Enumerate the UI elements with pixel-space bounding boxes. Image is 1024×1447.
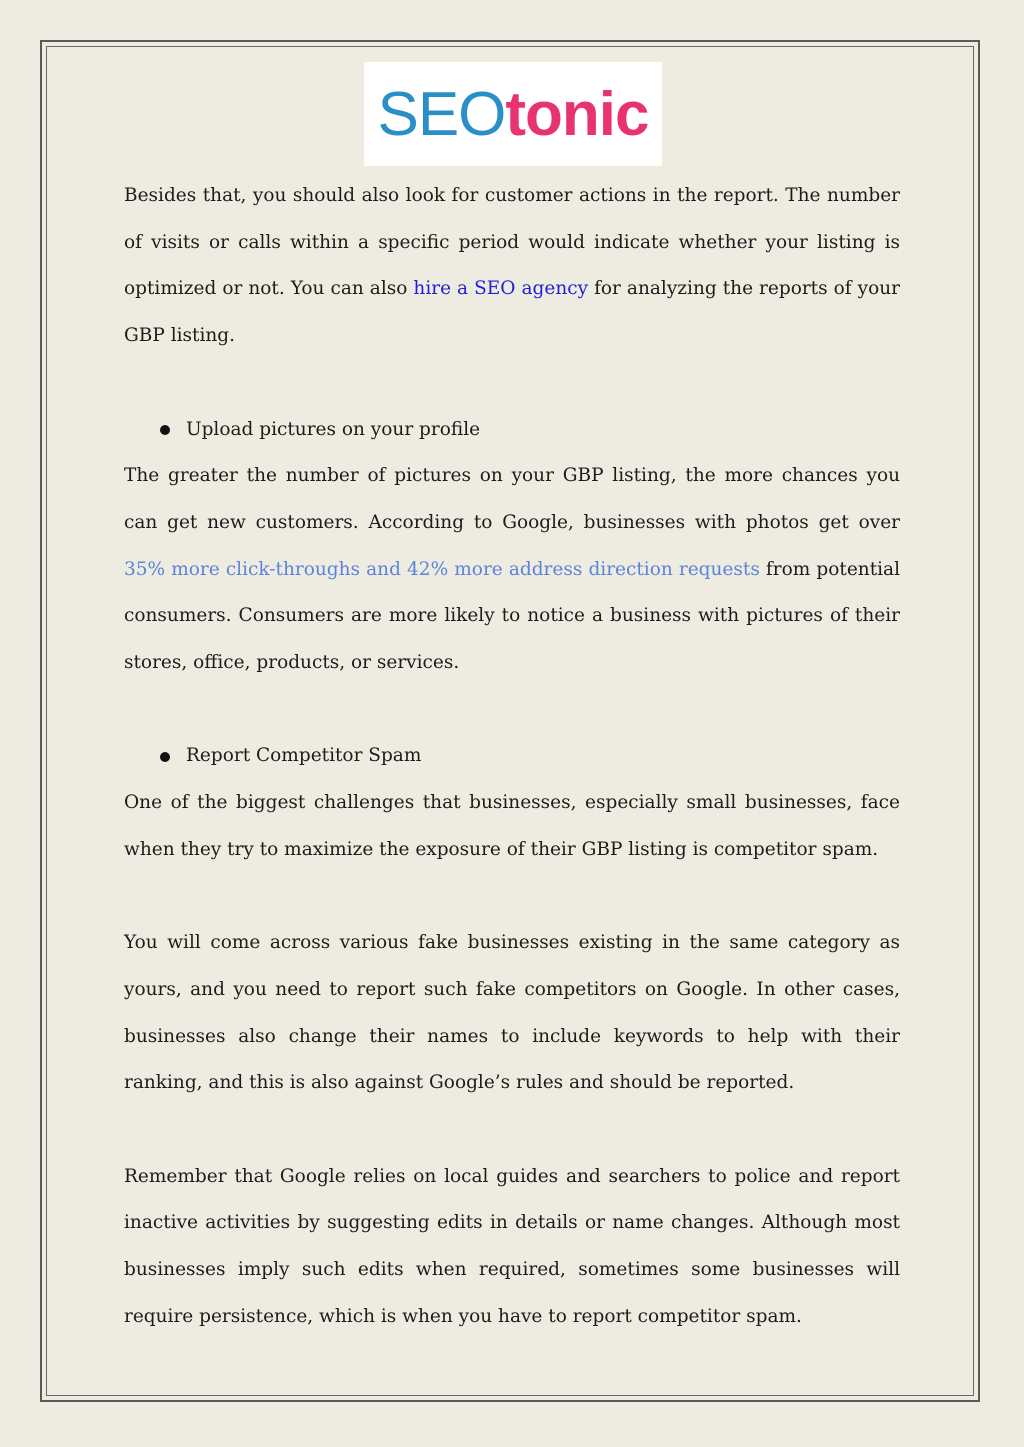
logo-tonic: tonic (505, 79, 649, 149)
paragraph-pictures (124, 453, 900, 687)
paragraph-text: Besides that, you should also look for customer actions in the report. The number of visits or calls within a specific period would indicate whether your listing is optimized or not. You can also (124, 185, 900, 300)
spacer (124, 360, 900, 407)
spacer (124, 873, 900, 920)
paragraph-text: from potential consumers. Consumers are more likely to notice a business with pictures of their stores, office, products, or services. (124, 558, 900, 673)
stat-link[interactable]: 35% more click-throughs and 42% more address direction requests (124, 558, 760, 580)
paragraph-google-relies: Remember that Google relies on local guides and searchers to police and report inactive activities by suggesting edits in details or name changes. Although most businesses imply such edits when required, sometimes some businesses will require persistence, which is when you have to report competitor spam. (124, 1165, 900, 1327)
paragraph-customer-actions (124, 173, 900, 360)
bullet-dot-icon (160, 752, 170, 762)
paragraph-fake-businesses: You will come across various fake businesses existing in the same category as yours, and you need to report such fake competitors on Google. In other cases, businesses also change their names to include keywords to help with their ranking, and this is also against Google’s rules and should be reported. (124, 932, 900, 1094)
paragraph-text: The greater the number of pictures on your GBP listing, the more chances you can get new customers. According to Google, businesses with photos get over (124, 465, 900, 533)
seotonic-logo (364, 62, 662, 166)
spacer (124, 687, 900, 734)
hire-seo-agency-link[interactable]: hire a SEO agency (413, 278, 589, 300)
section-heading: Report Competitor Spam (186, 745, 422, 767)
section-heading: Upload pictures on your profile (186, 418, 481, 440)
paragraph-challenges: One of the biggest challenges that businesses, especially small businesses, face when they try to maximize the exposure of their GBP listing is competitor spam. (124, 792, 900, 860)
bullet-report-spam (124, 733, 900, 780)
document-body (124, 173, 900, 1340)
bullet-upload-pictures (124, 407, 900, 454)
spacer (124, 1107, 900, 1154)
logo-seo: SEO (377, 79, 506, 149)
paragraph-text: for analyzing the reports of your GBP listing. (124, 278, 900, 347)
bullet-dot-icon (160, 425, 170, 435)
